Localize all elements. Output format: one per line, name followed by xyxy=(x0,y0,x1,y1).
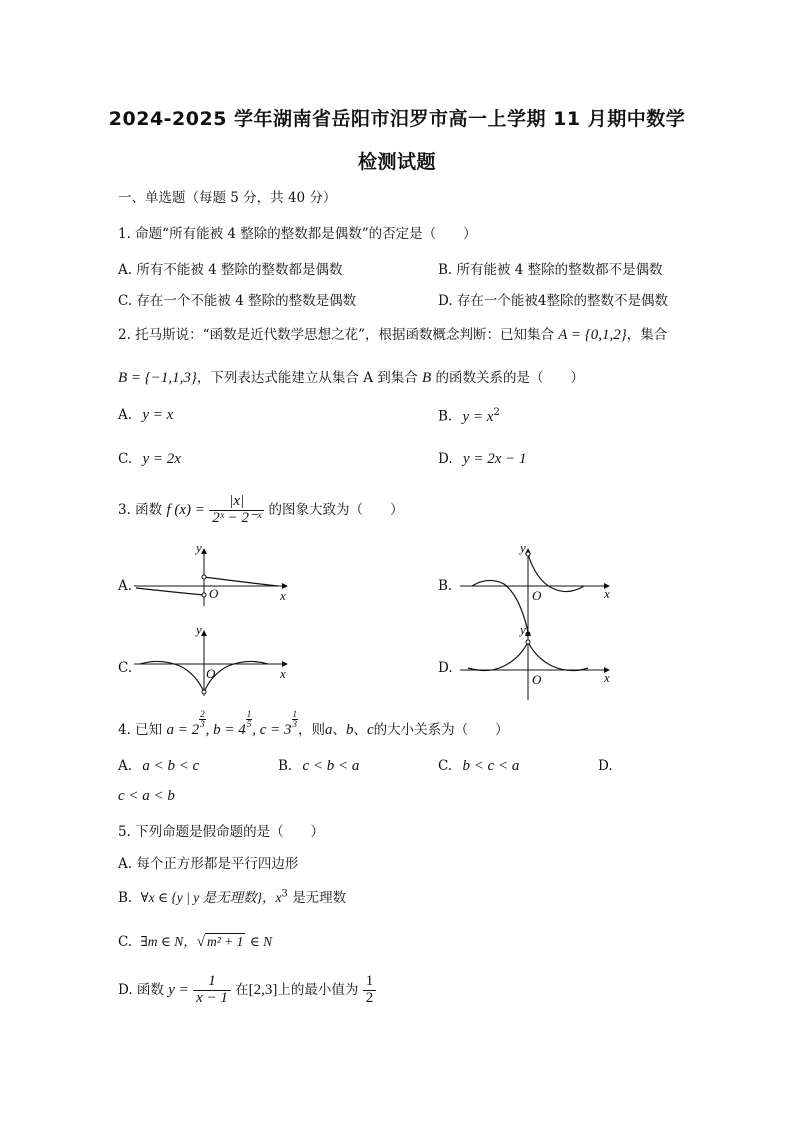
q3-stem-text-2: 的图象大致为（ ） xyxy=(268,501,404,518)
q3-graph-d-y-label: y xyxy=(520,622,526,637)
q4-c-exp-den: 3 xyxy=(292,719,297,729)
q3-graph-c-svg xyxy=(132,628,292,698)
q3-denominator: 2ˣ − 2⁻ˣ xyxy=(212,509,262,526)
q4-a-exp-den: 3 xyxy=(200,719,205,729)
q4-a-base: a = 2 xyxy=(166,722,200,738)
q5-option-d-y: y = xyxy=(168,981,189,998)
q3-graph-d-x-label: x xyxy=(604,670,610,685)
q5-option-b xyxy=(118,886,346,906)
q4-option-a-label: A. xyxy=(118,758,133,774)
q4-option-b-label: B. xyxy=(278,758,293,774)
q4-option-c-label: C. xyxy=(438,758,453,774)
q5-option-d-text: 在 xyxy=(235,981,249,998)
q4-option-a-math: a < b < c xyxy=(142,758,200,774)
q2-option-b-math: y = x xyxy=(462,408,494,425)
q4-var-b: b xyxy=(346,722,354,738)
q4-option-d-label: D. xyxy=(598,758,613,774)
q1-option-d: D. 存在一个能被4整除的整数不是偶数 xyxy=(438,293,669,309)
q5-option-d-label: D. 函数 xyxy=(118,981,164,998)
q4-option-c-math: b < c < a xyxy=(462,758,520,774)
q4-var-c: c xyxy=(367,722,374,738)
q2-stem-line2 xyxy=(118,366,584,387)
q4-c-base: , c = 3 xyxy=(252,722,292,738)
q2-set-b: B = {−1,1,3} xyxy=(118,370,197,386)
q3-stem xyxy=(118,494,404,527)
q2-option-a xyxy=(118,407,173,424)
q3-option-a-label: A. xyxy=(118,578,133,594)
q3-graph-c-x-label: x xyxy=(280,666,286,681)
q3-graph-c xyxy=(132,622,292,702)
q5-option-b-exponent: 3 xyxy=(281,888,288,900)
q4-option-c xyxy=(438,758,519,775)
q1-option-c: C. 存在一个不能被 4 整除的整数是偶数 xyxy=(118,293,357,309)
q3-graph-c-origin-label: O xyxy=(206,666,216,681)
q2-stem-text-2: ，集合 xyxy=(626,327,668,343)
q4-stem-text-3: 的大小关系为（ ） xyxy=(373,722,509,738)
q2-option-c xyxy=(118,451,181,468)
q4-c-exp-num: 1 xyxy=(292,709,297,719)
q2-set-a: A = {0,1,2} xyxy=(558,327,627,343)
q3-graph-d-origin-label: O xyxy=(532,672,542,687)
q5-option-d xyxy=(118,974,376,1007)
q5-option-d-text-2: 上的最小值为 xyxy=(277,981,359,998)
q3-graph-b-origin-label: O xyxy=(532,588,542,603)
q2-option-c-label: C. xyxy=(118,451,133,467)
q2-stem-text-4: 的函数关系的是（ ） xyxy=(435,370,585,386)
q3-graph-a xyxy=(132,540,292,614)
q5-option-c-label: C. xyxy=(118,934,133,950)
q4-var-a: a xyxy=(325,722,333,738)
q4-b-base: , b = 4 xyxy=(205,722,246,738)
q2-stem-line1 xyxy=(118,323,667,344)
q5-option-c-radicand: m² + 1 xyxy=(207,934,244,949)
q5-option-d-interval: [2,3] xyxy=(248,981,278,998)
q4-option-a xyxy=(118,758,199,775)
q4-option-b xyxy=(278,758,359,775)
q3-graph-d xyxy=(458,622,618,708)
q5-option-c-math: ∃m ∈ N， xyxy=(140,934,197,949)
q2-option-b-exponent: 2 xyxy=(493,407,500,418)
q4-b-exp-den: 5 xyxy=(246,719,252,729)
q5-option-a: A. 每个正方形都是平行四边形 xyxy=(118,856,299,872)
q3-stem-text: 3. 函数 xyxy=(118,501,163,518)
q2-option-c-math: y = 2x xyxy=(142,451,181,467)
q4-option-d xyxy=(118,788,175,805)
q3-option-c-label: C. xyxy=(118,660,133,676)
q3-graph-a-origin-label: O xyxy=(209,586,219,601)
q4-sep-1: 、 xyxy=(332,722,346,738)
q5-option-b-math: ∀x ∈ {y | y 是无理数}，x xyxy=(140,890,282,905)
q3-function-name: f (x) = xyxy=(166,501,205,518)
q3-graph-b-x-label: x xyxy=(604,586,610,601)
q5-option-d-numerator: 1 xyxy=(193,974,231,991)
q2-set-b-ref: B xyxy=(422,370,432,386)
q4-b-exp-num: 1 xyxy=(246,709,252,719)
q5-option-d-answer-den: 2 xyxy=(365,989,374,1006)
q3-graph-b-y-label: y xyxy=(520,540,526,555)
q5-option-d-fraction xyxy=(193,974,231,1007)
q5-option-b-label: B. xyxy=(118,890,133,906)
q3-graph-d-svg xyxy=(458,628,618,704)
exam-title-line1: 2024-2025 学年湖南省岳阳市汨罗市高一上学期 11 月期中数学 xyxy=(108,108,686,130)
q4-a-exp-num: 2 xyxy=(200,709,205,719)
q3-numerator: |x| xyxy=(209,494,264,511)
q1-stem: 1. 命题“所有能被 4 整除的整数都是偶数”的否定是（ ） xyxy=(118,226,477,242)
q2-option-d-math: y = 2x − 1 xyxy=(462,451,527,467)
q5-stem: 5. 下列命题是假命题的是（ ） xyxy=(118,824,325,840)
q1-option-a: A. 所有不能被 4 整除的整数都是偶数 xyxy=(118,262,343,278)
sqrt-icon: √ xyxy=(196,934,205,950)
section-heading: 一、单选题（每题 5 分，共 40 分） xyxy=(118,190,337,206)
q5-option-c-math-2: ∈ N xyxy=(249,934,273,949)
q3-option-b-label: B. xyxy=(438,578,453,594)
q4-option-b-math: c < b < a xyxy=(302,758,360,774)
q2-option-d xyxy=(438,451,527,468)
q2-stem-text: 2. 托马斯说：“函数是近代数学思想之花”，根据函数概念判断：已知集合 xyxy=(118,327,554,343)
q4-stem-text: 4. 已知 xyxy=(118,722,163,738)
q4-sep-2: 、 xyxy=(353,722,367,738)
q2-option-d-label: D. xyxy=(438,451,453,467)
q2-option-a-math: y = x xyxy=(142,407,174,423)
q5-option-d-answer-fraction xyxy=(363,974,377,1007)
exam-title-line2: 检测试题 xyxy=(357,151,436,173)
q3-option-d-label: D. xyxy=(438,660,453,676)
q5-option-c xyxy=(118,930,272,951)
q3-fraction xyxy=(209,494,264,527)
q3-graph-a-y-label: y xyxy=(196,540,202,555)
q3-graph-c-y-label: y xyxy=(196,622,202,637)
q3-graph-a-x-label: x xyxy=(280,588,286,603)
q4-stem-text-2: ，则 xyxy=(298,722,325,738)
q2-option-b xyxy=(438,407,500,426)
q5-option-b-tail: 是无理数 xyxy=(292,890,347,906)
q2-option-a-label: A. xyxy=(118,407,133,423)
q5-option-d-answer-num: 1 xyxy=(363,974,377,991)
q2-option-b-label: B. xyxy=(438,408,453,425)
q5-option-d-denominator: x − 1 xyxy=(196,989,228,1006)
q4-option-d-math: c < a < b xyxy=(118,788,175,804)
q1-option-b: B. 所有能被 4 整除的整数都不是偶数 xyxy=(438,262,663,278)
q4-stem xyxy=(118,709,509,739)
q2-stem-text-3: ，下列表达式能建立从集合 A 到集合 xyxy=(196,370,418,386)
